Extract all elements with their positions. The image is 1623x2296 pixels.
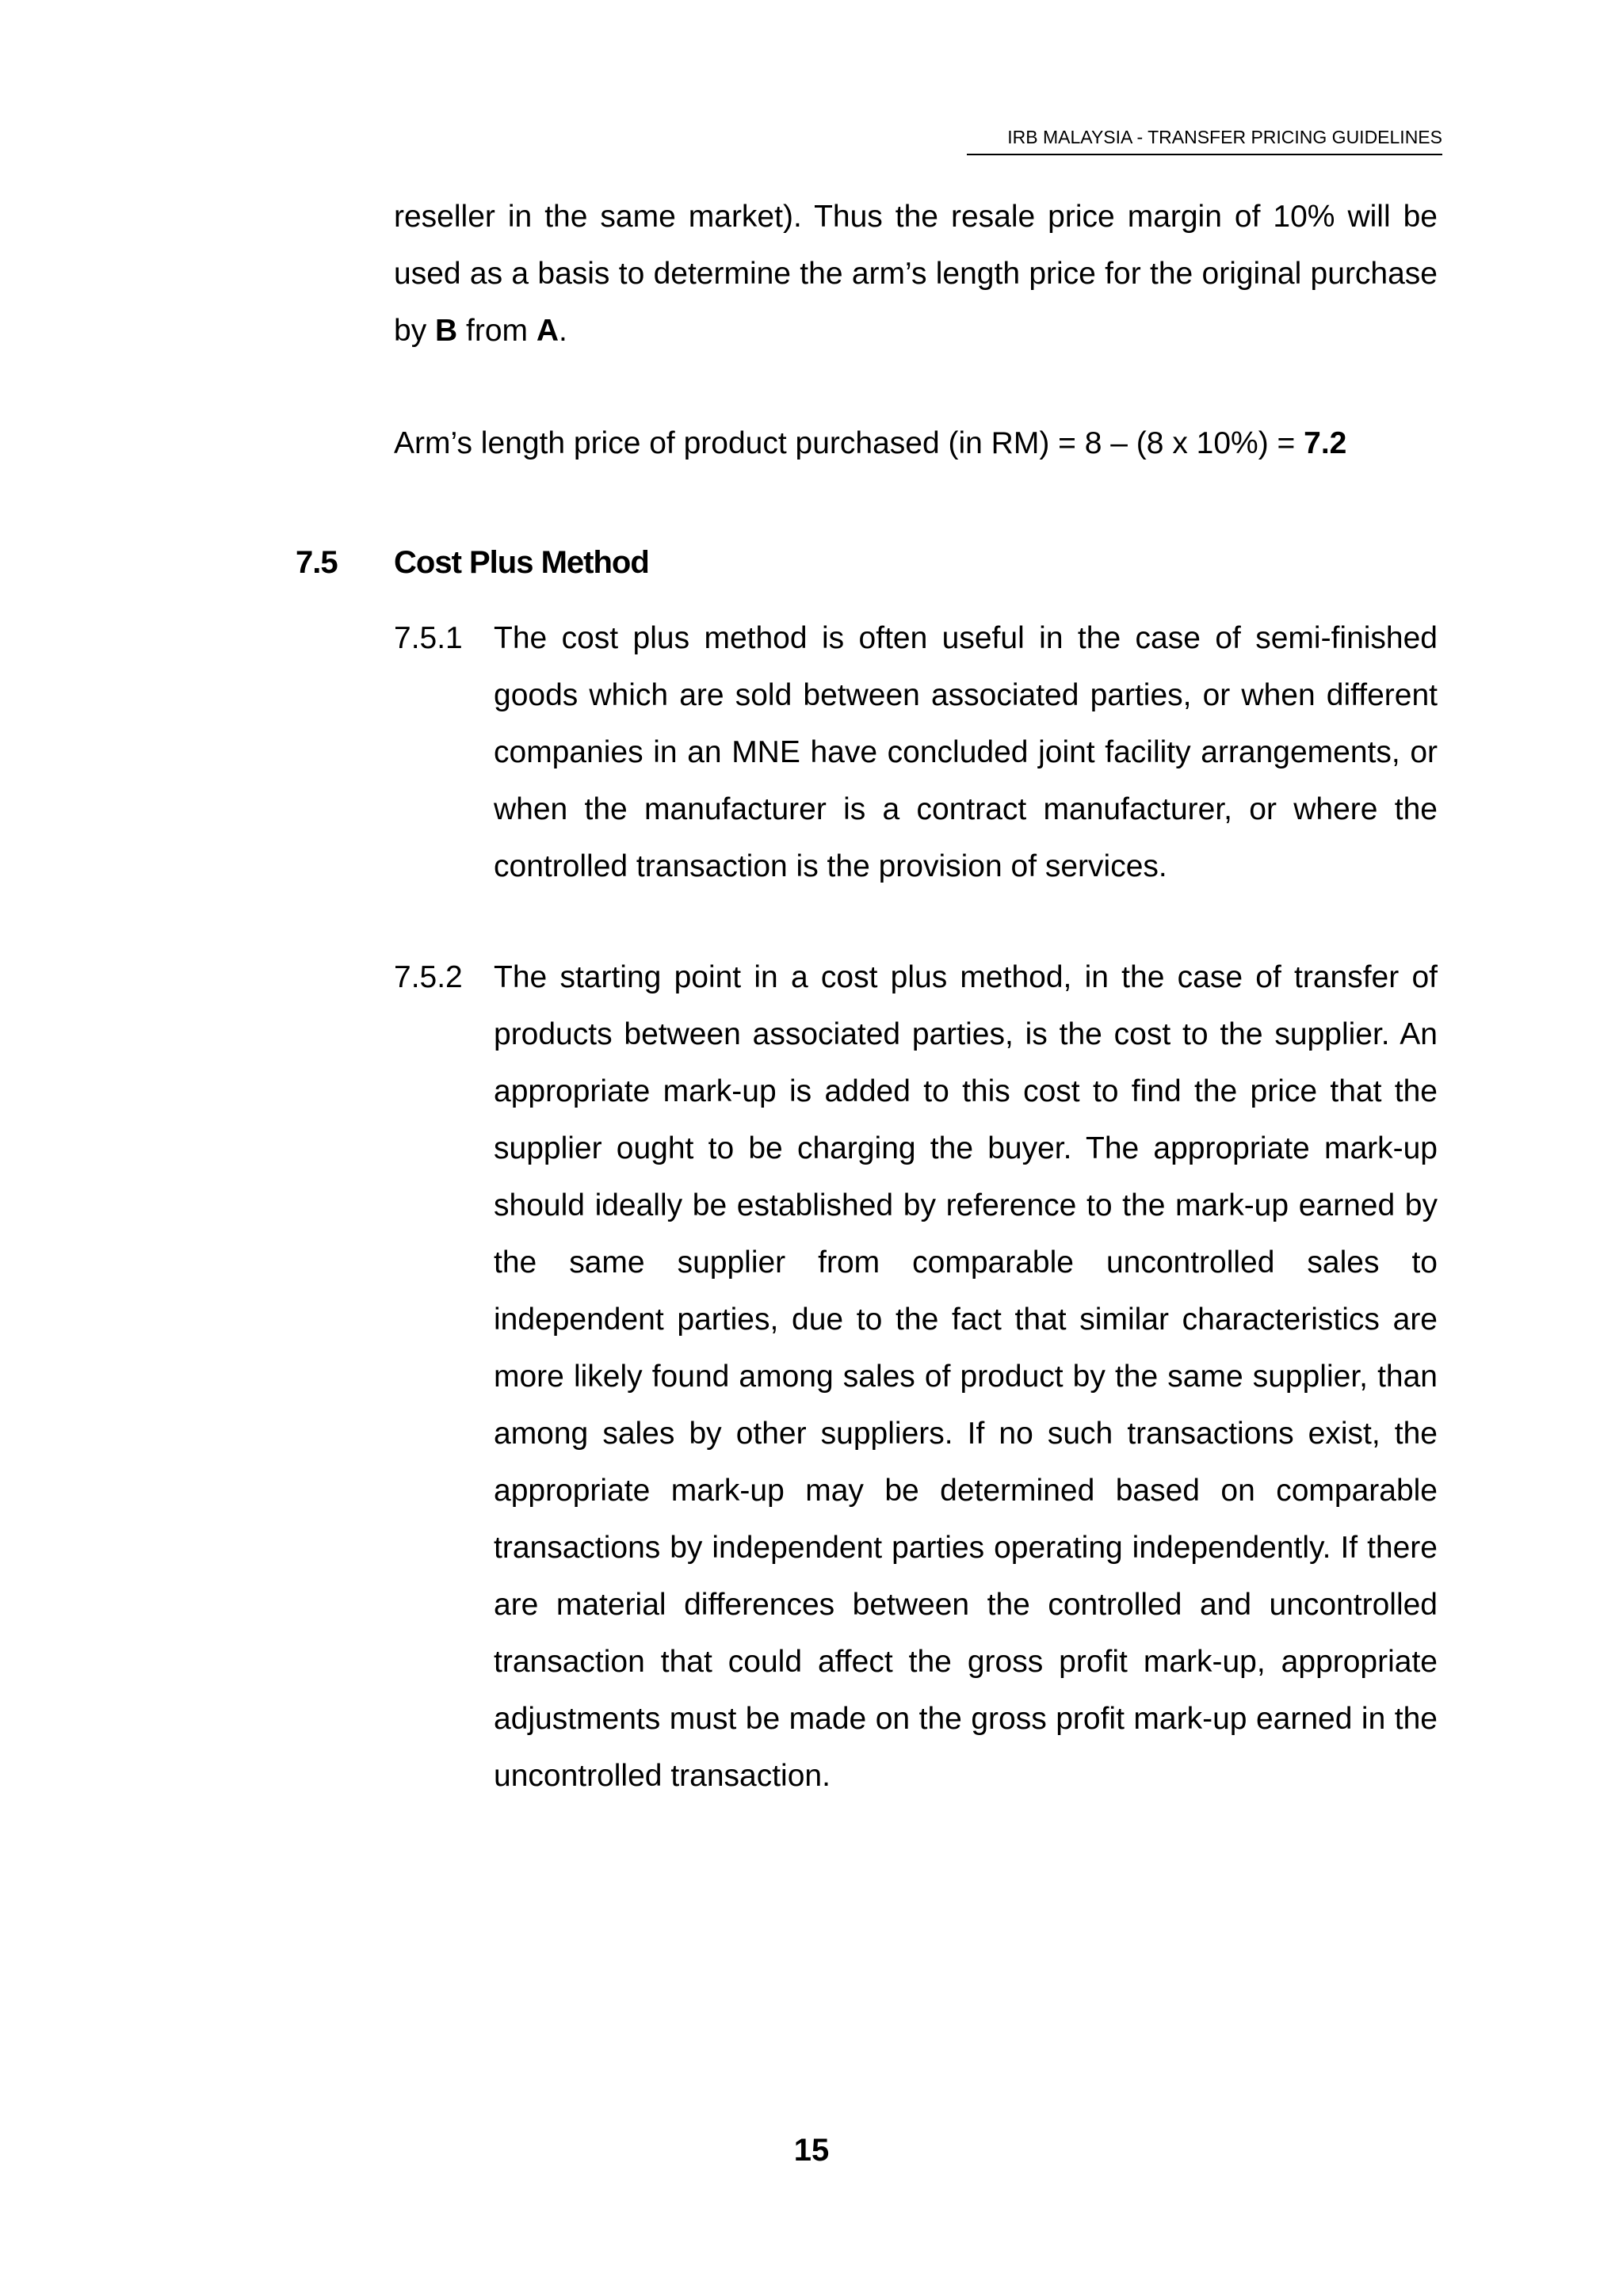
section-heading [0, 539, 1506, 586]
intro-text: reseller in the same market). Thus the resale price margin of 10% will be used as a basis to determine the arm’s length price for the original purchase by [394, 200, 1438, 348]
paragraph-number: 7.5.2 [394, 960, 463, 994]
formula-result: 7.2 [1304, 426, 1347, 460]
paragraph-7-5-1 [394, 610, 1438, 895]
arms-length-formula [394, 415, 1438, 472]
running-header: IRB MALAYSIA - TRANSFER PRICING GUIDELINES [967, 125, 1442, 155]
party-b: B [435, 314, 458, 348]
paragraph-text: The starting point in a cost plus method, in the case of transfer of products between associated parties, is the cost to the supplier. An appropriate mark-up is added to this cost to find the price that the supplier ought to be charging the buyer. The appropriate mark-up should ideally be established by reference to the mark-up earned by the same supplier from comparable uncontrolled sales to independent parties, due to the fact that similar characteristics are more likely found among sales of product by the same supplier, than among sales by other suppliers. If no such transactions exist, the appropriate mark-up may be determined based on comparable transactions by independent parties operating independently. If there are material differences between the controlled and uncontrolled transaction that could affect the gross profit mark-up, appropriate adjustments must be made on the gross profit mark-up earned in the uncontrolled transaction. [494, 960, 1438, 1793]
paragraph-7-5-2 [394, 949, 1438, 1805]
intro-paragraph [394, 189, 1438, 360]
party-a: A [536, 314, 559, 348]
section-number: 7.5 [296, 545, 338, 580]
page-number: 15 [793, 2133, 830, 2168]
intro-from: from [457, 314, 537, 348]
section-title: Cost Plus Method [394, 545, 649, 580]
paragraph-text: The cost plus method is often useful in the case of semi-finished goods which are sold between associated parties, or when different companies in an MNE have concluded joint facility arrangements, or when the manufacturer is a contract manufacturer, or where the controlled transaction is the provision of services. [494, 621, 1438, 883]
paragraph-number: 7.5.1 [394, 621, 463, 655]
intro-end: . [559, 314, 567, 348]
formula-expression: Arm’s length price of product purchased (in RM) = 8 – (8 x 10%) = [394, 426, 1304, 460]
